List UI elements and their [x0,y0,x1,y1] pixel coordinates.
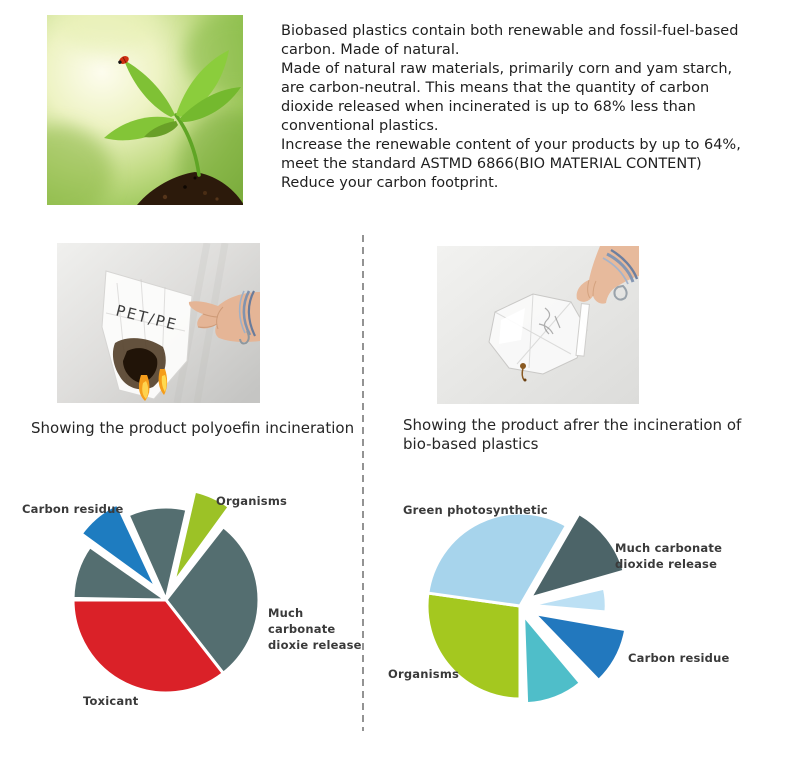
intro-line: Biobased plastics contain both renewable and fossil-fuel-based [281,23,739,39]
bioplastic-incineration-photo [437,246,639,404]
intro-line: carbon. Made of natural. [281,42,460,58]
right-photo-caption [403,416,748,454]
pie-label-green-photosynthetic: Green photosynthetic [403,503,548,517]
pie-slice-organisms [427,593,520,699]
intro-line: are carbon-neutral. This means that the quantity of carbon [281,80,710,96]
intro-line: dioxide released when incinerated is up to 68% less than [281,99,696,115]
seedling-photo [47,15,243,205]
seedling-illustration [47,15,243,205]
intro-line: conventional plastics. [281,118,439,134]
left-photo-caption: Showing the product polyoefin incineration [31,419,355,437]
pie-label-carbon-residue: Carbon residue [22,502,124,516]
pie-label-organisms: Organisms [216,494,288,508]
intro-line: Reduce your carbon footprint. [281,175,499,191]
right-caption-line1: Showing the product afrer the incineration of [403,416,742,434]
polyolefin-incineration-photo [57,243,260,403]
bag-marker-text: PET/PE [114,301,180,335]
clean-bag-illustration [437,246,639,404]
pie-label-toxicant: Toxicant [83,694,139,708]
pie-label-organisms: Organisms [388,667,460,681]
pie-label-much-carbonate: Much carbonate dioxie release [268,606,362,652]
pie-chart-polyolefin [0,470,375,768]
right-caption-line2: bio-based plastics [403,435,539,453]
intro-line: Increase the renewable content of your products by up to 64%, [281,137,741,153]
pie-chart-bioplastic [375,470,790,768]
intro-line: meet the standard ASTMD 6866(BIO MATERIAL CONTENT) [281,156,702,172]
pie-label-carbon-residue: Carbon residue [628,651,730,665]
pie-label-much-carbonate: Much carbonate dioxide release [615,541,723,571]
burning-bag-illustration [57,243,260,403]
intro-line: Made of natural raw materials, primarily corn and yam starch, [281,61,733,77]
residue-drop [524,379,527,382]
intro-text [281,22,767,193]
